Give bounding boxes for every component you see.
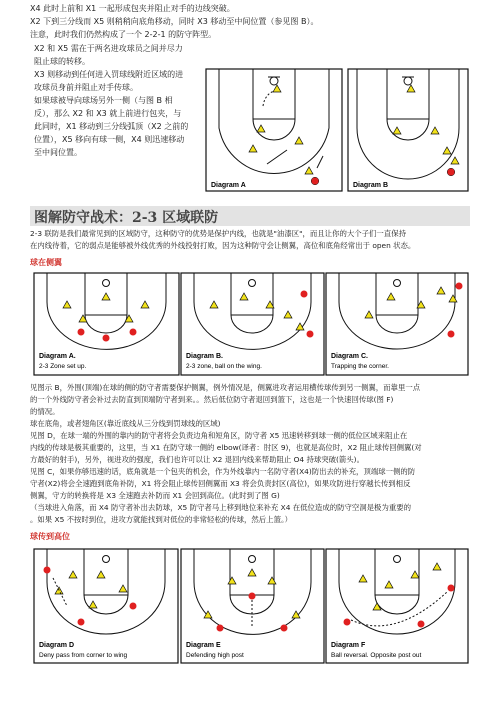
diagram-b-caption: Diagram B [353, 182, 389, 189]
section-line: 在内线待着，它的弱点是能够被外线优秀的外线投射打败，因为这种防守会让侧翼，高位和底角经常出于 open 状态。 [30, 241, 416, 250]
left-col-line: 如果球被导向球场另外一侧（与图 B 相 [34, 96, 173, 105]
left-col-line: 此同时，X1 移动到三分线弧顶（X2 之前的 [34, 122, 189, 131]
diagram-caption-sub: 2-3 Zone set up. [39, 363, 87, 370]
diagram-caption-sub: Trapping the corner. [331, 363, 389, 370]
diagram-caption-title: Diagram F [331, 642, 366, 649]
diagram-row1-b [180, 272, 325, 376]
left-col-line: X2 和 X5 需在于两名进攻球员之间并尽力 [34, 44, 183, 53]
left-col-line: 阻止球的转移。 [34, 57, 90, 66]
diagram-a [205, 68, 343, 192]
left-col-line: 位置），X5 移向有球一侧，X4 则迅速移动 [34, 135, 185, 144]
middle-line: 。如果 X5 不按时到位，进攻方就能找到对低位的非常轻松的传球，然后上篮。） [30, 515, 293, 524]
section-line: 2-3 联防是我们最常见到的区域防守，这种防守的优势是保护内线，也就是"油漆区"，而且让你的大个子们一直保持 [30, 229, 406, 238]
middle-line: 见图 D，在球一端的外围的靠内的防守者将会负责边角和短角区，防守者 X5 迅速转移到球一侧的低位区域来阻止在 [30, 431, 408, 440]
diagram-caption-title: Diagram D [39, 642, 75, 649]
left-col-line: 攻球员身前并阻止对手传球。 [34, 83, 138, 92]
diagram-caption-sub: Deny pass from corner to wing [39, 652, 128, 659]
middle-line: 内线的传球是极其重要的，这里，当 X1 在防守球一侧的 elbow(译者：肘区 9)，也就是高位时，X2 阻止球传回侧翼(对 [30, 443, 422, 452]
diagram-row1-a [33, 272, 180, 376]
left-col-line: X3 则移动到任何进入罚球线附近区域的进 [34, 70, 184, 79]
diagram-row2-e [180, 548, 325, 664]
left-col-line: 反），那么 X2 和 X3 就上前进行包夹，与 [34, 109, 182, 118]
middle-line: （当球进入角落，而 X4 防守者补出去防球，X5 防守者马上移到地位来补充 X4 在低位造成的防守空洞是极为重要的 [30, 503, 412, 512]
middle-line: 见图 C，如果你够迅速的话，底角就是一个包夹的机会，作为外线靠内一名防守者(X4)防出去的补充，顶端球一侧的防 [30, 467, 416, 476]
diagram-caption-title: Diagram A. [39, 353, 76, 360]
middle-line: 侧翼，守方的转换将是 X3 全速跑去补防而 X1 会回到高位。(此时到了图 G) [30, 491, 280, 500]
section-title: 图解防守战术：2-3 区域联防 [34, 210, 219, 226]
diagram-caption-sub: 2-3 zone, ball on the wing. [186, 363, 262, 370]
diagram-caption-title: Diagram B. [186, 353, 223, 360]
left-col-line: 至中间位置。 [34, 148, 82, 157]
intro-line: X2 下到三分线而 X5 则稍稍向底角移动，同时 X3 移动至中间位置（参见图 B）。 [30, 17, 319, 26]
high-post-heading: 球传到高位 [30, 532, 70, 541]
intro-line: X4 此时上前和 X1 一起形成包夹并阻止对手的边线突破。 [30, 4, 235, 13]
middle-line: 守者(X2)将会全速跑到底角补防，X1 将会阻止球传回侧翼而 X3 将会负责封区(高位)，如果攻防进行穿越长传到相反 [30, 479, 411, 488]
intro-line: 注意，此时我们仍然构成了一个 2-2-1 的防守阵型。 [30, 30, 217, 39]
diagram-row2-d [33, 548, 179, 664]
diagram-row1-c [325, 272, 469, 376]
diagram-caption-title: Diagram E [186, 642, 221, 649]
diagram-caption-title: Diagram C. [331, 353, 368, 360]
diagram-caption-sub: Defending high post [186, 652, 244, 659]
diagram-row2-f [325, 548, 469, 664]
middle-line: 方最好的射手)，另外，视进攻的强度，我们也许可以让 X2 退回内线来帮助阻止 O4 持球突破(箭头)。 [30, 455, 364, 464]
diagram-a-caption: Diagram A [211, 182, 246, 189]
wing-heading: 球在侧翼 [30, 258, 62, 267]
middle-line: 的情况。 [30, 407, 60, 416]
diagram-caption-sub: Ball reversal. Opposite post out [331, 652, 422, 659]
middle-line: 见图示 B，外围(顶端)在球的侧的防守者需要保护侧翼，例外情况是，侧翼进攻者运用横传球传到另一侧翼，而靠里一点 [30, 383, 421, 392]
diagram-b [347, 68, 469, 192]
middle-line: 的一个外线防守者会补过去防直到顶端防守者到来。。然后低位防守者退回到篮下，这也是一个快速回传球(图 F) [30, 395, 394, 404]
middle-line: 球在底角，或者翅角区(靠近底线从三分线到罚球线的区域) [30, 419, 221, 428]
